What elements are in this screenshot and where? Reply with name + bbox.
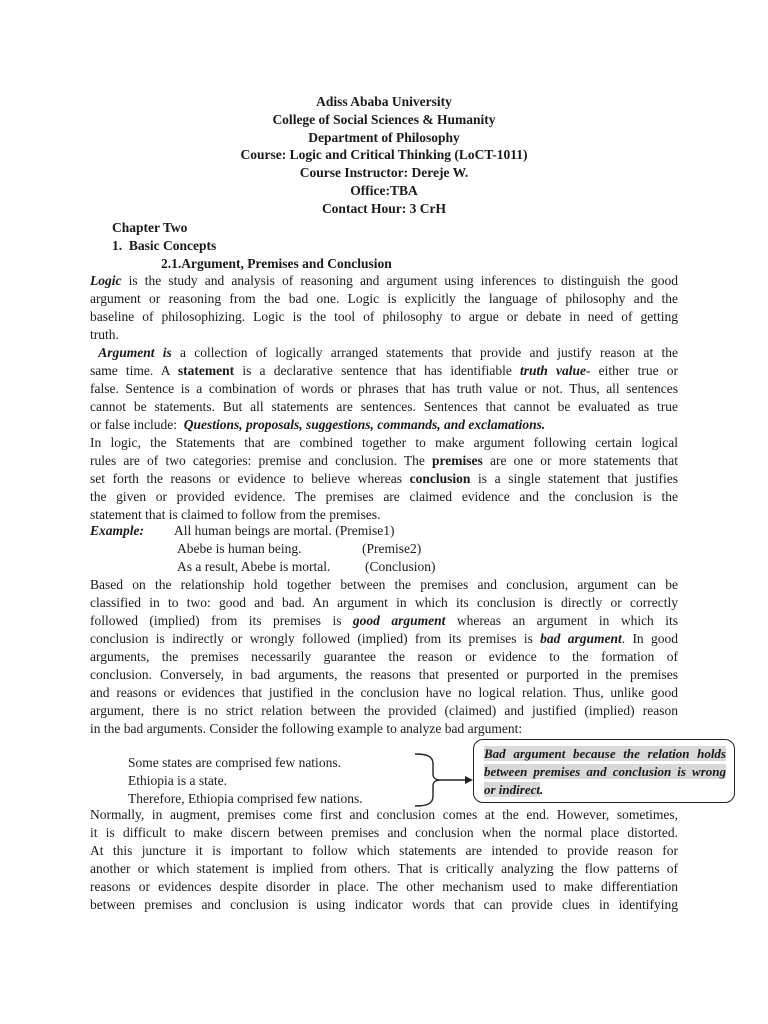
conclusion-term: conclusion (409, 471, 471, 486)
callout-text: Bad argument because the relation holds between premises and conclusion is wrong or indirect (484, 746, 726, 797)
example-conclusion-tag: (Conclusion) (365, 559, 436, 574)
bad-example-premise-2: Ethiopia is a state. (128, 773, 227, 788)
logic-term: Logic (90, 273, 122, 288)
chapter-heading (112, 219, 392, 273)
bad-example-premise-1: Some states are comprised few nations. (128, 755, 341, 770)
example-premise-2: Abebe is human being. (177, 541, 302, 556)
premise-paragraph: In logic, the Statements that are combined together to make argument following certain logical rules are of two categories: premise and conclusion. The premises are one or more statements that set forth the reasons or evidence to believe whereas conclusion is a single statement that justifies the given or provided evidence. The premises are claimed evidence and the conclusion is the statement that is claimed to follow from the premises. (90, 435, 678, 522)
logic-paragraph: Logic is the study and analysis of reasoning and argument using inferences to distinguish the good argument or reasoning from the bad one. Logic is explicitly the language of philosophy and the baseline of philosophizing. Logic is the tool of philosophy to argue or debate in need of getting truth. (90, 273, 678, 342)
normal-order-paragraph: Normally, in augment, premises come first and conclusion comes at the end. However, sometimes, it is difficult to make discern between premises and conclusion when the normal place distorted. At this juncture it is important to follow which statements are intended to provide reason for another or which statement is implied from others. That is critically analyzing the flow patterns of reasons or evidences despite disorder in place. The other mechanism used to make differentiation between premises and conclusion is using indicator words that can provide clues in identifying (90, 807, 678, 912)
course-instructor: Course Instructor: Dereje W. (299, 165, 469, 181)
document-header (0, 93, 768, 218)
argument-paragraph: Argument is a collection of logically arranged statements that provide and justify reason at the same time. A statement is a declarative sentence that has identifiable truth value- either true or false. Sentence is a combination of words or phrases that has truth value or not. Thus, all sentences cannot be statements. But all statements are sentences. Sentences that cannot be evaluated as true or false include: Questions, proposals, suggestions, commands, and exclamations. (90, 345, 678, 432)
section-heading: 1. Basic Concepts (112, 238, 217, 253)
bad-argument-term: bad argument (540, 631, 622, 646)
statement-term: statement (177, 363, 235, 378)
department-name: Department of Philosophy (308, 129, 460, 145)
university-name: Adiss Ababa University (316, 94, 452, 109)
course-title: Course: Logic and Critical Thinking (LoCT-1011) (240, 147, 528, 163)
curly-brace-arrow-icon (413, 752, 475, 808)
bad-example-conclusion: Therefore, Ethiopia comprised few nations. (128, 791, 363, 806)
non-statement-list: Questions, proposals, suggestions, commands, and exclamations. (183, 417, 546, 432)
truth-value-term: truth value (520, 363, 586, 378)
contact-hour: Contact Hour: 3 CrH (321, 200, 447, 216)
example-premise-1: All human beings are mortal. (Premise1) (174, 523, 395, 538)
chapter-title: Chapter Two (112, 220, 188, 235)
subsection-heading: 2.1.Argument, Premises and Conclusion (161, 256, 392, 271)
office-info: Office:TBA (350, 182, 418, 198)
college-name: College of Social Sciences & Humanity (272, 111, 496, 127)
example-conclusion: As a result, Abebe is mortal. (177, 559, 331, 574)
argument-term: Argument is (98, 345, 172, 360)
example-premise-2-tag: (Premise2) (362, 541, 422, 556)
premises-term: premises (432, 453, 483, 468)
good-bad-argument-paragraph: Based on the relationship hold together between the premises and conclusion, argument can be classified in to two: good and bad. An argument in which its conclusion is directly or correctly followed (implied) from its premises is good argument whereas an argument in which its conclusion is indirectly or wrongly followed (implied) from its premises is bad argument. In good arguments, the premises necessarily guarantee the reason or evidence to the formation of conclusion. Conversely, in bad arguments, the reasons that presented or purported in the premises and reasons or evidences that justified in the conclusion have no logical relation. Thus, unlike good argument, there is no strict relation between the provided (claimed) and justified (implied) reason in the bad arguments. Consider the following example to analyze bad argument: (90, 577, 679, 736)
bad-argument-callout: Bad argument because the relation holds between premises and conclusion is wrong or indirect. (473, 739, 735, 803)
good-argument-term: good argument (352, 613, 446, 628)
example-label: Example: (90, 523, 144, 538)
